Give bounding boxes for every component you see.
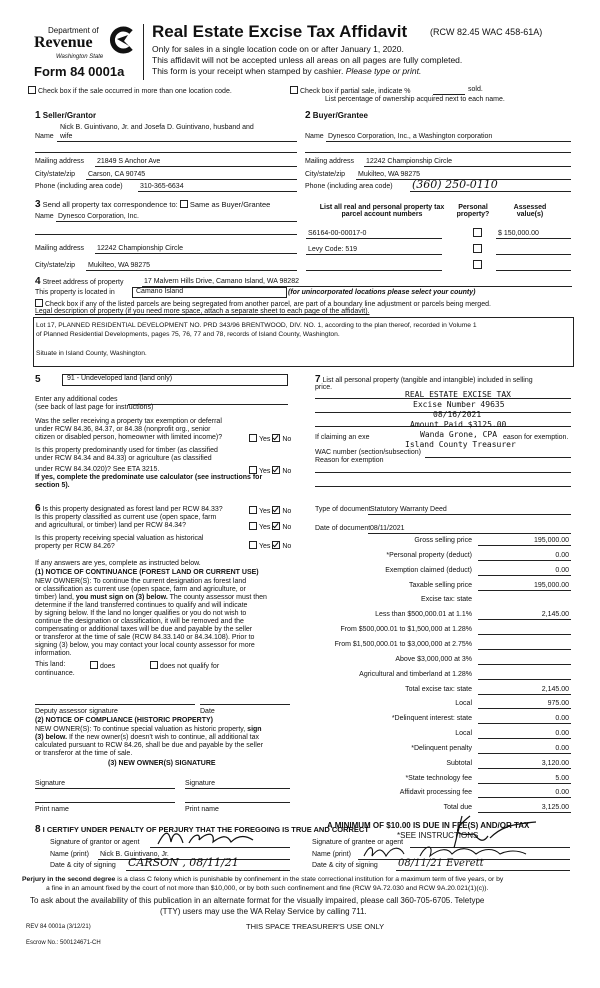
tax-row-label: Subtotal [446,760,472,767]
parcel-col-header: List all real and personal property tax parcel account numbers [319,204,445,218]
s6-q3-yes-no[interactable]: Yes No [249,541,291,550]
codes-label-1: Enter any additional codes [35,396,118,403]
buyer-mail: 12242 Championship Circle [366,158,452,165]
owner-signature-label-1: Signature [35,780,65,787]
grantor-sig-label: Signature of grantor or agent [50,839,140,846]
checkbox[interactable] [28,86,36,94]
tax-row-value[interactable]: 975.00 [547,700,569,707]
notice1-line: timber) land, you must sign on (3) below. The county assessor must then [35,594,267,601]
grantee-name-label: Name (print) [312,851,351,858]
tax-row-label: Total excise tax: state [405,686,472,693]
notice3-heading: (3) NEW OWNER(S) SIGNATURE [108,760,216,767]
personal-checkbox-2[interactable] [473,244,482,253]
buyer-heading: 2 Buyer/Grantee [305,110,368,121]
s6-q2-line2: and agricultural, or timber) land per RCW 84.34? [35,522,186,529]
tax-row-value[interactable]: 3,125.00 [541,804,569,811]
seller-city-label: City/state/zip [35,171,76,178]
claim-label-a: If claiming an exe [315,434,370,441]
tax-row-value[interactable]: 0.00 [555,730,569,737]
sold-label: sold. [468,86,483,93]
state-label: Washington State [56,54,104,60]
grantor-signature [155,828,275,848]
seller-mail: 21849 S Anchor Ave [97,158,161,165]
personal-property-label-2: price. [315,384,333,391]
list-pct-label: List percentage of ownership acquired next to each name. [325,96,505,103]
tax-row-label: Local [455,730,472,737]
s6-q2-yes-no[interactable]: Yes No [249,522,291,531]
deputy-signature-label: Deputy assessor signature [35,708,118,715]
grantor-name-label: Name (print) [50,851,89,858]
alt-format-line-1: To ask about the availability of this publication in an alternate format for the visually impaired, please call 360-705-6705. Teletype [30,896,485,905]
tax-row-label: Excise tax: state [421,596,472,603]
owner-signature-label-2: Signature [185,780,215,787]
buyer-city-label: City/state/zip [305,171,346,178]
q1-yes-no[interactable]: Yes No [249,434,291,443]
s6-q1: 6 Is this property designated as forest land per RCW 84.33? [35,503,223,514]
q2-line2: under RCW 84.34 and 84.33) or agriculture (as classified [35,455,212,462]
revision-code: REV 84 0001a (3/12/21) [26,924,91,930]
notice2-heading: (2) NOTICE OF COMPLIANCE (HISTORIC PROPERTY) [35,717,213,724]
buyer-name-label: Name [305,133,324,140]
corr-mail-label: Mailing address [35,245,85,252]
continuance-label: continuance. [35,670,75,677]
doc-date: 08/11/2021 [370,525,405,532]
buyer-phone-label: Phone (including area code) [305,183,393,190]
assessed-value: $ 150,000.00 [498,230,539,237]
q2-yes-no[interactable]: Yes No [249,466,291,475]
legal-line-3: Situate in Island County, Washington. [36,350,147,357]
doc-type-label: Type of document [315,506,371,513]
corr-city: Mukilteo, WA 98275 [88,262,150,269]
form-number: Form 84 0001a [34,64,125,79]
tax-row-value[interactable]: 2,145.00 [541,686,569,693]
tax-row-value[interactable]: 5.00 [555,775,569,782]
revenue-logo-icon [108,26,134,54]
notice1-line: determine if the land transferred continues to qualify and will indicate [35,602,248,609]
wac-label: WAC number (section/subsection) [315,449,421,456]
tax-row-value[interactable]: 0.00 [555,789,569,796]
doc-date-label: Date of document [315,525,371,532]
perjury-line-1: Perjury in the second degree is a class C felony which is punishable by confinement in the state correctional institution for a maximum term of five years, or by [22,876,504,883]
tax-row-label: Total due [443,804,472,811]
codes-label-2: (see back of last page for instructions) [35,404,154,411]
this-land-label: This land: [35,661,66,668]
q2-line1: Is this property predominantly used for timber (as classified [35,447,218,454]
does-check[interactable]: does [90,661,115,670]
tax-row-label: From $1,500,000.01 to $3,000,000 at 2.75% [334,641,472,648]
tax-row-label: *Personal property (deduct) [386,552,472,559]
location-select[interactable]: Camano Island [132,287,287,298]
tax-row-value[interactable]: 195,000.00 [533,582,569,589]
seller-mail-label: Mailing address [35,158,85,165]
land-use-select[interactable]: 91 - Undeveloped land (land only) [62,374,288,386]
notice1-line: or classification as current use (open space, farm and agriculture, or [35,586,246,593]
correspondence-heading: 3 Send all property tax correspondence to: Same as Buyer/Grantee [35,199,271,210]
buyer-city: Mukilteo, WA 98275 [358,171,420,178]
certify-statement: 8 I CERTIFY UNDER PENALTY OF PERJURY THAT THE FOREGOING IS TRUE AND CORRECT [35,824,369,835]
tax-row-label: Local [455,700,472,707]
checkbox[interactable] [290,86,298,94]
see-instructions: *SEE INSTRUCTIONS [397,831,479,840]
s6-q3-line1: Is this property receiving special valuation as historical [35,535,204,542]
rcw-reference: (RCW 82.45 WAC 458-61A) [430,27,543,37]
tax-row-label: Gross selling price [414,537,472,544]
reason-label: Reason for exemption [315,457,384,464]
tax-row-label: Agricultural and timberland at 1.28% [359,671,472,678]
does-not-check[interactable]: does not qualify for [150,661,219,670]
corr-city-label: City/state/zip [35,262,76,269]
grantee-date-label: Date & city of signing [312,862,378,869]
s6-q2-line1: Is this property classified as current use (open space, farm [35,514,217,521]
alt-format-line-2: (TTY) users may use the WA Relay Service by calling 711. [160,907,367,916]
minimum-note: A MINIMUM OF $10.00 IS DUE IN FEE(S) AND/OR TAX [327,821,530,830]
notice1-line: signing (3) below, you may contact your local county assessor for more [35,642,255,649]
tax-row-label: *Delinquent interest: state [391,715,472,722]
tax-row-label: *State technology fee [405,775,472,782]
treasurer-space: THIS SPACE TREASURER'S USE ONLY [246,922,385,931]
q1-line1: Was the seller receiving a property tax exemption or deferral [35,418,222,425]
multi-location-check[interactable]: Check box if the sale occurred in more than one location code. [28,86,232,95]
partial-sale-check[interactable]: Check box if partial sale, indicate % [290,86,411,95]
legal-line-1: Lot 17, PLANNED RESIDENTIAL DEVELOPMENT NO. PRD 343/96 BRENTWOOD, DIV. NO. 1, according to the plan thereof, recorded in Volume 1 [36,322,477,329]
tax-row-label: *Delinquent penalty [411,745,472,752]
grantee-date-city: 08/11/21 Everett [398,858,484,869]
owner-print-label-2: Print name [185,806,219,813]
notice1-line: or transferor at the time of sale (RCW 84.33.140 or 84.34.108). Prior to [35,634,255,641]
parcel-number: S6164-00-00017-0 [308,230,367,237]
personal-checkbox-3[interactable] [473,260,482,269]
notice1-line: continue the designation or classification, it will be removed and the [35,618,244,625]
tax-row-value[interactable]: 195,000.00 [533,537,569,544]
q2-line4: If yes, complete the predominate use calculator (see instructions for [35,474,263,481]
legal-line-2: of Planned Residential Developments, pages 75, 76, 77 and 78, records of Island County, Washington. [36,331,340,338]
notice1-line: by signing below. If the land no longer qualifies or you do not wish to [35,610,247,617]
notice2-line: (3) below. If the new owner(s) doesn't wish to continue, all additional tax [35,734,260,741]
personal-col-header: Personal property? [456,204,490,218]
grantor-date-label: Date & city of signing [50,862,116,869]
tax-row-label: From $500,000.01 to $1,500,000 at 1.28% [340,626,472,633]
tax-row-label: Affidavit processing fee [399,789,472,796]
claim-label-b: eason for exemption. [503,434,569,441]
notice2-line: or transferor at the time of sale. [35,750,133,757]
q2-line3: under RCW 84.34.020)? See ETA 3215. [35,466,160,473]
seller-heading: 1 Seller/Grantor [35,110,97,121]
q1-line2: under RCW 84.36, 84.37, or 84.38 (nonprofit org., senior [35,426,211,433]
seller-phone: 310-365-6634 [140,183,184,190]
subtitle-1: Only for sales in a single location code on or after January 1, 2020. [152,44,404,54]
street-address: 17 Malvern Hills Drive, Camano Island, WA 98282 [144,278,299,285]
unincorporated-note: (for unincorporated locations please select your county) [288,289,476,296]
notice2-line: calculated pursuant to RCW 84.26, shall be due and payable by the seller [35,742,264,749]
segregated-check[interactable]: Check box if any of the listed parcels are being segregated from another parcel, are part of a boundary line adjustment or parcels being merged. [35,299,491,308]
revenue-wordmark: Revenue [34,34,93,51]
notice2-line: NEW OWNER(S): To continue special valuation as historic property, sign [35,726,262,733]
levy-code: Levy Code: 519 [308,246,358,253]
notice1-line: information. [35,650,72,657]
seller-name-line2: wife [60,133,73,140]
doc-type: Statutory Warranty Deed [370,506,447,513]
dept-label: Department of [48,26,99,35]
assessed-col-header: Assessed value(s) [513,204,547,218]
buyer-phone: (360) 250-0110 [412,178,498,191]
checkbox[interactable] [35,299,43,307]
seller-phone-label: Phone (including area code) [35,183,123,190]
tax-row-label: Above $3,000,000 at 3% [395,656,472,663]
escrow-number: Escrow No.: 500124671-CH [26,940,101,946]
seller-name-line1: Nick B. Guintivano, Jr. and Josefa D. Guintivano, husband and [60,124,254,131]
s6-q1-yes-no[interactable]: Yes No [249,506,291,515]
personal-property-label: 7 List all personal property (tangible and intangible) included in selling [315,374,533,385]
s6-q3-line2: property per RCW 84.26? [35,543,115,550]
form-title: Real Estate Excise Tax Affidavit [152,22,408,41]
q1-line3: citizen or disabled person, homeowner with limited income)? [35,434,223,441]
grantee-sig-label: Signature of grantee or agent [312,839,404,846]
tax-row-value[interactable]: 2,145.00 [541,611,569,618]
personal-checkbox-1[interactable] [473,228,482,237]
tax-row-value[interactable]: 0.00 [555,552,569,559]
tax-row-value[interactable]: 3,120.00 [541,760,569,767]
buyer-name: Dynesco Corporation, Inc., a Washington corporation [328,133,493,140]
tax-row-label: Less than $500,000.01 at 1.1% [375,611,472,618]
tax-row-value[interactable]: 0.00 [555,715,569,722]
legal-label: Legal description of property (if you need more space, attach a separate sheet to each page of the affidavit). [35,308,370,315]
same-as-checkbox[interactable] [180,200,188,208]
seller-city: Carson, CA 90745 [88,171,146,178]
q2-line5: section 5). [35,482,70,489]
buyer-mail-label: Mailing address [305,158,355,165]
corr-mail: 12242 Championship Circle [97,245,183,252]
deputy-date-label: Date [200,708,215,715]
tax-row-value[interactable]: 0.00 [555,745,569,752]
legal-description-box[interactable] [33,317,574,367]
subtitle-3: This form is your receipt when stamped by cashier. Please type or print. [152,66,422,76]
located-label: This property is located in [35,289,115,296]
owner-print-label-1: Print name [35,806,69,813]
grantor-name: Nick B. Guintivano, Jr. [100,851,169,858]
section5-number: 5 [35,374,41,385]
tax-row-label: Exemption claimed (deduct) [385,567,472,574]
grantor-date-city: CARSON , 08/11/21 [128,856,239,869]
subtitle-2: This affidavit will not be accepted unless all areas on all pages are fully completed. [152,55,463,65]
notice1-heading: (1) NOTICE OF CONTINUANCE (FOREST LAND OR CURRENT USE) [35,569,259,576]
tax-row-label: Taxable selling price [408,582,472,589]
corr-name: Dynesco Corporation, Inc. [58,213,139,220]
perjury-line-2: a fine in an amount fixed by the court of not more than $10,000, or by both such confinement and fine (RCW 9A.72.030 and RCW 9A.20.021(1)(c)). [46,885,489,892]
notice1-line: NEW OWNER(S): To continue the current designation as forest land [35,578,247,585]
tax-row-value[interactable]: 0.00 [555,567,569,574]
if-any-yes: If any answers are yes, complete as instructed below. [35,560,201,567]
notice1-line: compensating or additional taxes will be due and payable by the seller [35,626,253,633]
street-label: 4 Street address of property [35,276,124,287]
corr-name-label: Name [35,213,54,220]
seller-name-label: Name [35,133,54,140]
